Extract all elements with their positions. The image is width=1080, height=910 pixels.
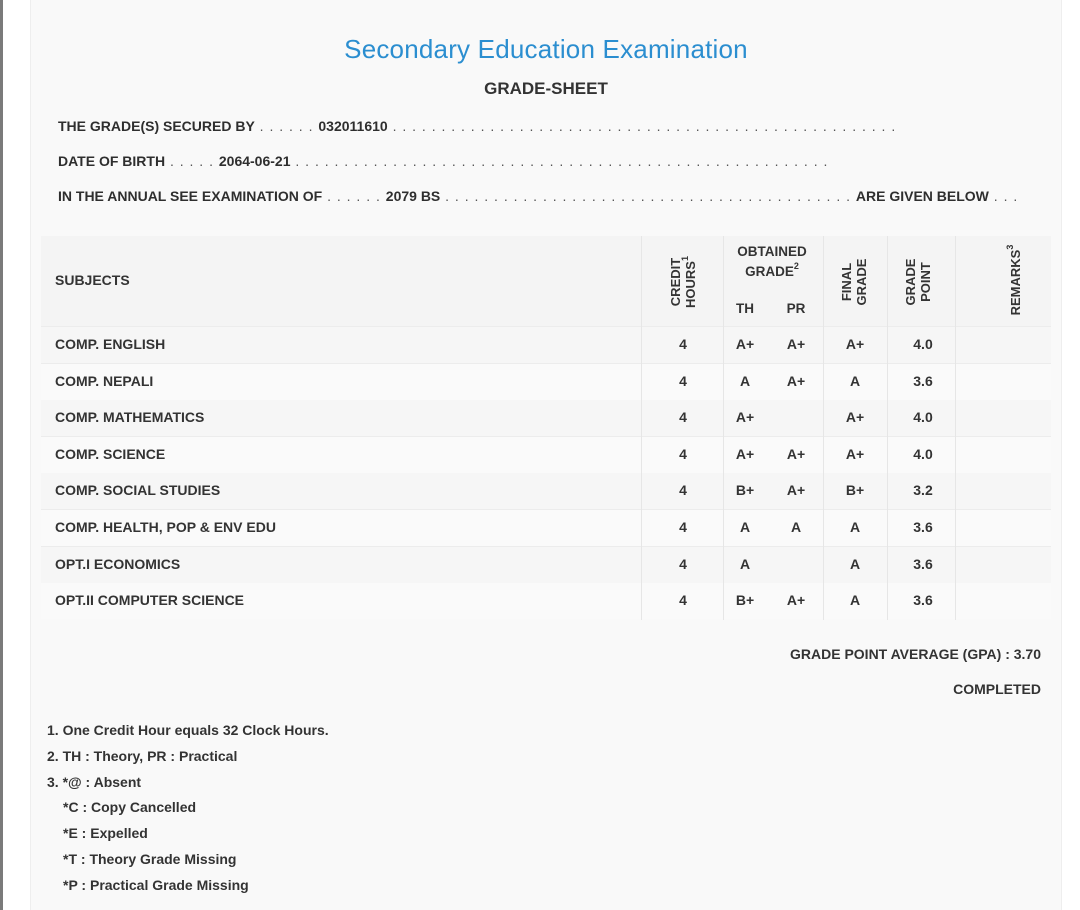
exam-label: IN THE ANNUAL SEE EXAMINATION OF [58,188,323,204]
final-grade-cell: A [849,372,861,389]
grades-table [41,236,1051,620]
subject-cell: COMP. NEPALI [55,372,154,389]
subject-cell: OPT.II COMPUTER SCIENCE [55,592,245,609]
exam-value: 2079 BS [385,188,441,204]
grade-sheet [30,0,1062,910]
theory-grade-cell: A [739,519,751,535]
exam-line: IN THE ANNUAL SEE EXAMINATION OF . . . . . . 2079 BS . . . . . . . . . . . . . . . . . . . . . . . . . . . . . . . . . . . . . . . . . . ARE GIVEN BELOW . . . [58,188,1019,204]
theory-grade-cell: A+ [735,336,755,352]
exam-suffix: ARE GIVEN BELOW [855,188,989,204]
credit-cell: 4 [679,372,687,389]
page-title: Secondary Education Examination [344,34,748,64]
header-theory: TH [736,301,754,316]
header-grade-point: GRADE POINT [903,258,933,306]
grade-point-cell: 3.6 [913,592,933,609]
secured-by-line: THE GRADE(S) SECURED BY . . . . . . 032011610 . . . . . . . . . . . . . . . . . . . . . . . . . . . . . . . . . . . . . . . . . . . . . . . . . . . . [58,118,897,134]
column-divider [887,236,888,620]
subject-cell: COMP. HEALTH, POP & ENV EDU [55,519,276,535]
subject-cell: COMP. SOCIAL STUDIES [55,482,221,499]
footnotes [47,721,329,902]
column-divider [723,236,724,620]
credit-cell: 4 [679,519,687,535]
table-row [41,546,1051,583]
grade-point-cell: 4.0 [913,336,933,352]
practical-grade-cell: A+ [786,482,806,499]
footnote-item: 1. One Credit Hour equals 32 Clock Hours. [47,722,329,738]
practical-grade-cell: A [790,519,802,535]
footnote-item: 3. *@ : Absent [47,773,142,790]
grade-point-cell: 3.2 [913,482,933,499]
header-practical: PR [786,301,806,316]
final-grade-cell: B+ [845,482,865,499]
dob-label: DATE OF BIRTH [58,153,166,169]
credit-cell: 4 [679,445,687,462]
footnote-item: *E : Expelled [63,825,148,842]
credit-cell: 4 [679,409,687,426]
header-remarks: REMARKS$^3$ [1004,244,1023,316]
final-grade-cell: A [849,555,861,572]
header-subjects: SUBJECTS [55,272,130,288]
grade-point-cell: 3.6 [913,519,933,535]
left-border [0,0,3,910]
theory-grade-cell: B+ [735,482,755,499]
page-subtitle: GRADE-SHEET [484,79,608,98]
secured-by-label: THE GRADE(S) SECURED BY [58,118,255,134]
result-status: COMPLETED [953,681,1041,697]
column-divider [641,236,642,620]
footnote-item: *C : Copy Cancelled [63,799,197,816]
table-row [41,436,1051,473]
symbol-number: 032011610 [318,118,388,134]
table-row [41,363,1051,400]
gpa-summary: GRADE POINT AVERAGE (GPA) : 3.70 [790,646,1041,662]
theory-grade-cell: A+ [735,445,755,462]
final-grade-cell: A+ [845,336,865,352]
theory-grade-cell: A+ [735,409,755,426]
final-grade-cell: A [849,592,861,609]
credit-cell: 4 [679,592,687,609]
column-divider [955,236,956,620]
dob-line: DATE OF BIRTH . . . . . 2064-06-21 . . . . . . . . . . . . . . . . . . . . . . . . . . . . . . . . . . . . . . . . . . . . . . . . . . . . . . . [58,153,829,169]
subject-cell: COMP. SCIENCE [55,445,166,462]
grade-point-cell: 4.0 [913,409,933,426]
footnote-item: *T : Theory Grade Missing [63,850,237,867]
practical-grade-cell: A+ [786,445,806,462]
table-header [41,236,1051,326]
theory-grade-cell: B+ [735,592,755,609]
practical-grade-cell: A+ [786,372,806,389]
credit-cell: 4 [679,555,687,572]
final-grade-cell: A+ [845,409,865,426]
credit-cell: 4 [679,482,687,499]
footnote-item: 2. TH : Theory, PR : Practical [47,747,238,764]
footnote-item: *P : Practical Grade Missing [63,876,249,893]
theory-grade-cell: A [739,372,751,389]
theory-grade-cell: A [739,555,751,572]
dob-value: 2064-06-21 [218,153,291,169]
subject-cell: COMP. MATHEMATICS [55,409,205,426]
header-final-grade: FINAL GRADE [839,258,869,306]
column-divider [823,236,824,620]
table-row [41,326,1051,363]
final-grade-cell: A [849,519,861,535]
final-grade-cell: A+ [845,445,865,462]
subject-cell: OPT.I ECONOMICS [55,555,181,572]
credit-cell: 4 [679,336,687,352]
practical-grade-cell: A+ [786,336,806,352]
grade-point-cell: 3.6 [913,555,933,572]
practical-grade-cell: A+ [786,592,806,609]
subject-cell: COMP. ENGLISH [55,336,166,352]
grade-point-cell: 3.6 [913,372,933,389]
header-credit-hours: CREDIT HOURS$^1$ [668,256,698,308]
grade-point-cell: 4.0 [913,445,933,462]
header-obtained-grade: OBTAINED GRADE$^2$ [737,244,807,279]
